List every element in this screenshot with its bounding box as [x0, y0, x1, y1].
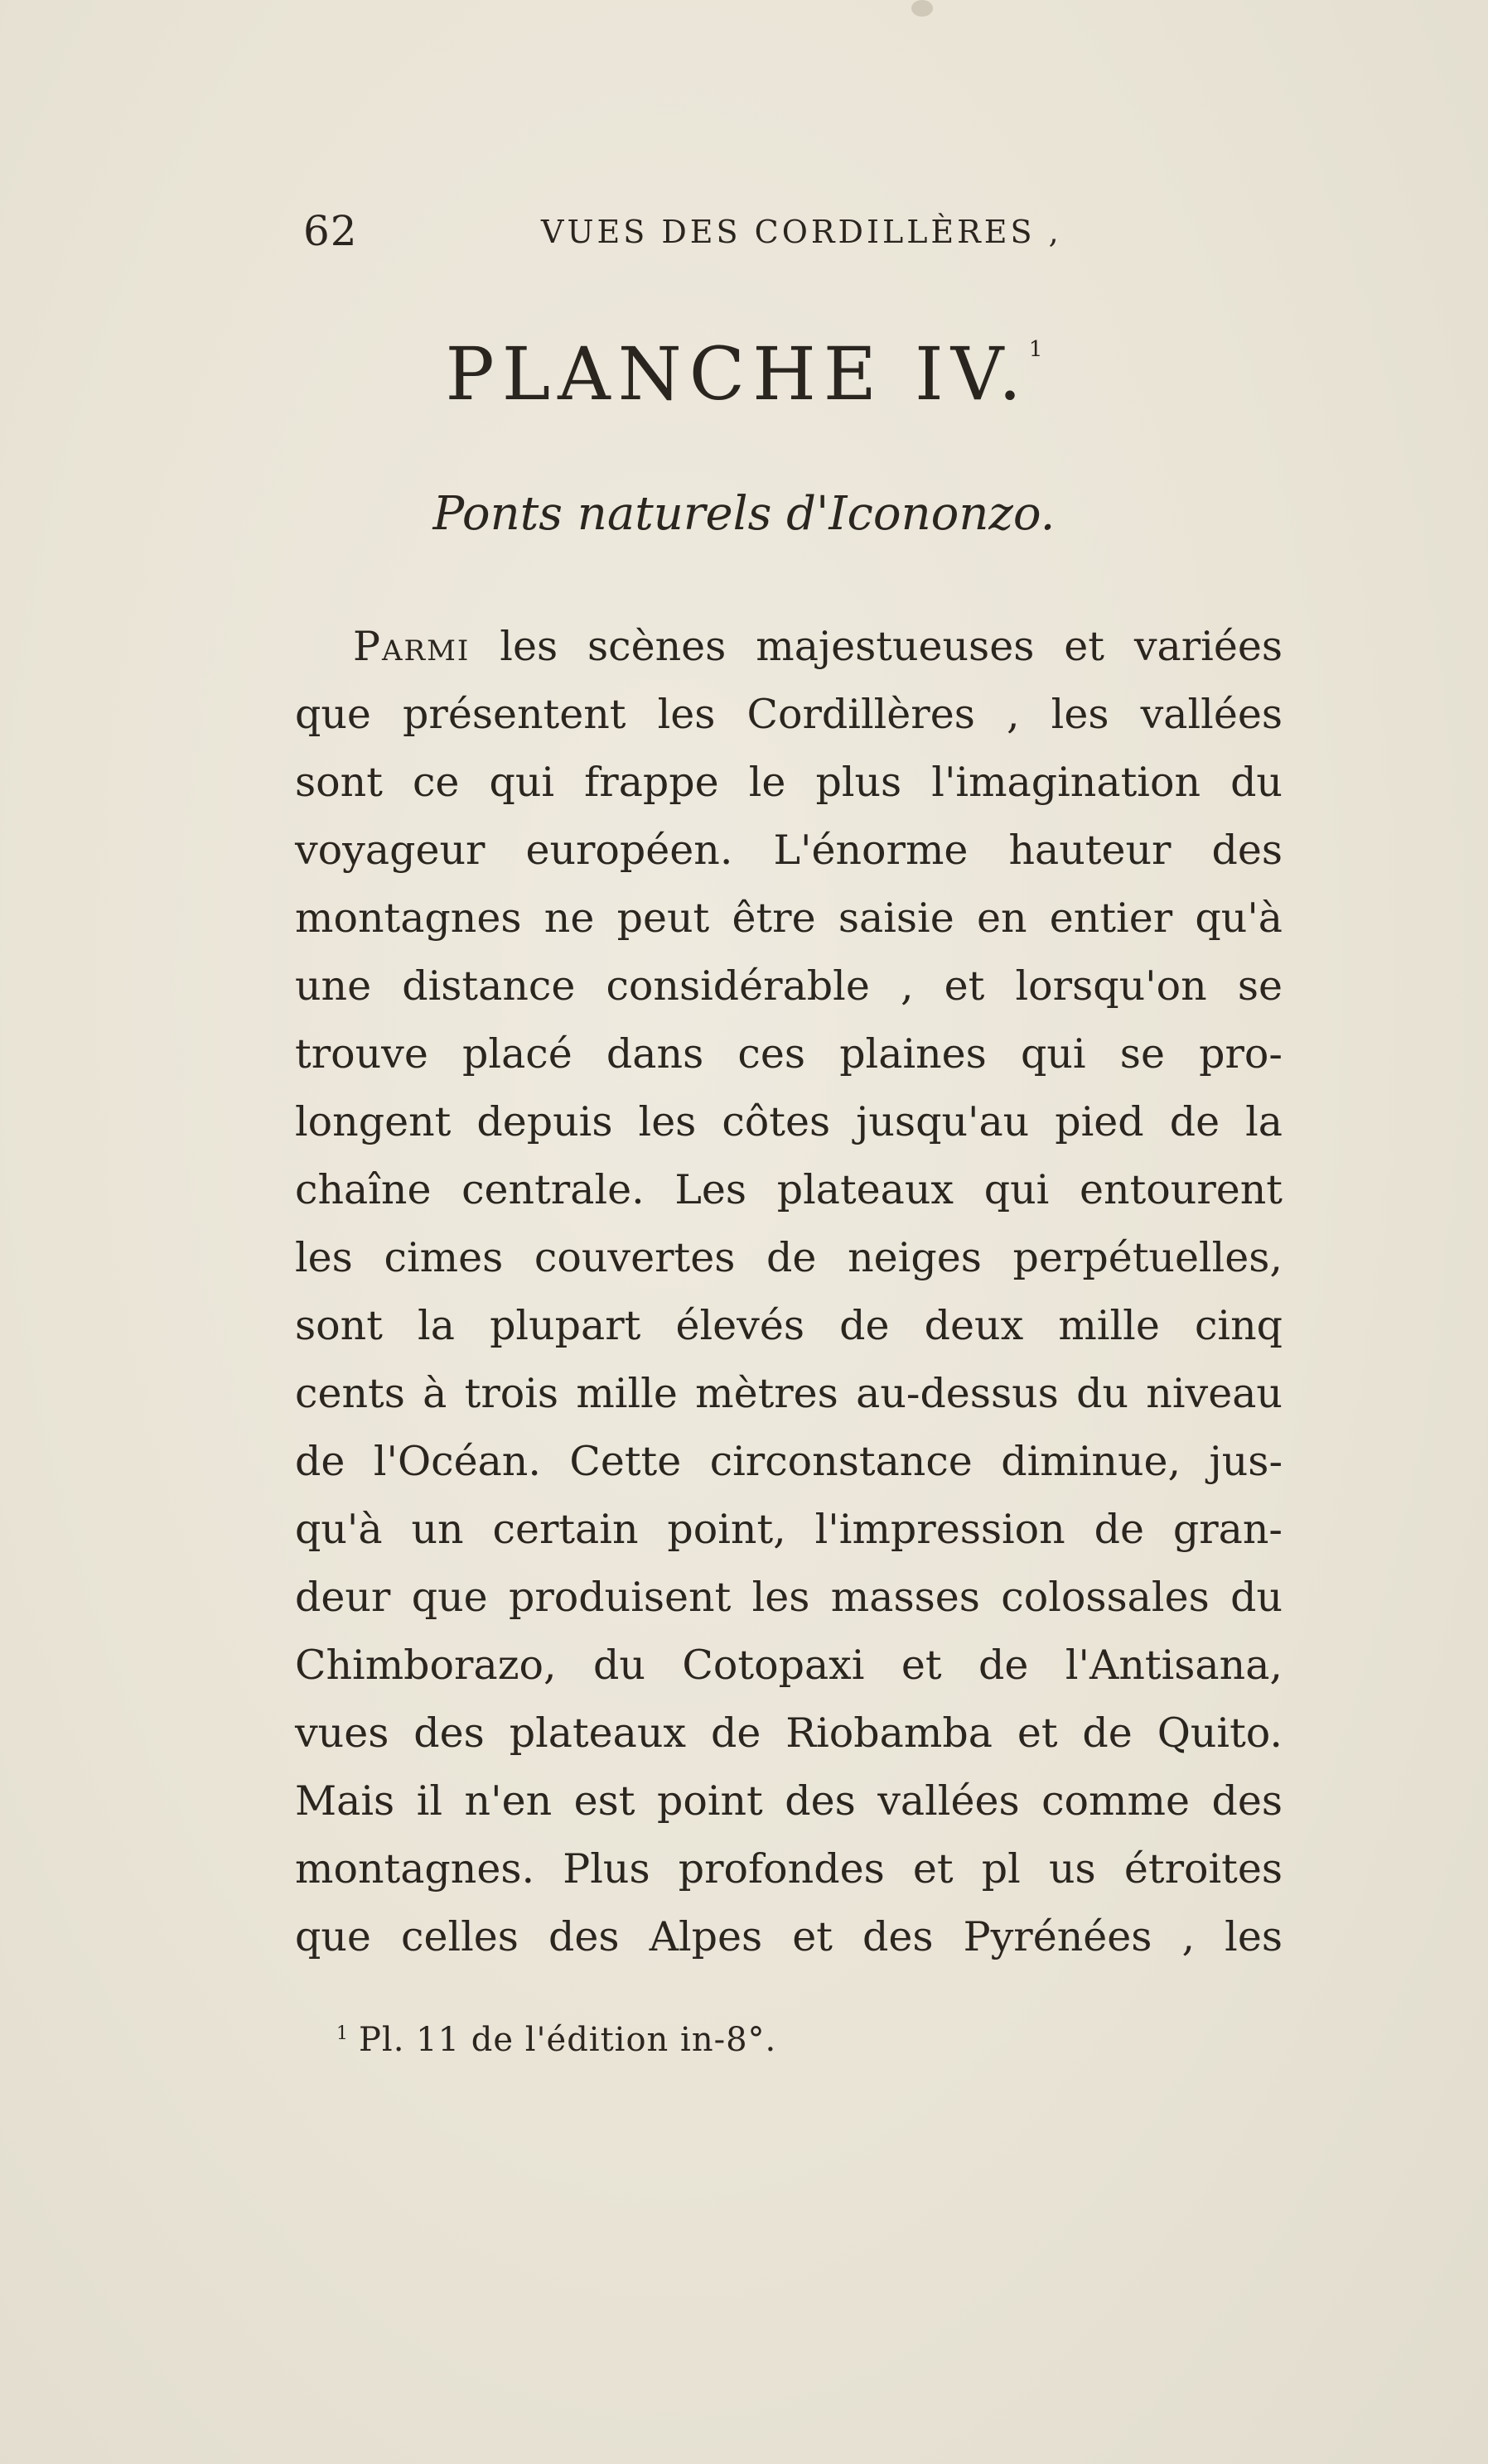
- text-line: cents à trois mille mètres au-dessus du niveau: [295, 1370, 1283, 1417]
- text-line: deur que produisent les masses colossales du: [295, 1574, 1283, 1621]
- running-head: [295, 207, 1123, 257]
- text-line: sont ce qui frappe le plus l'imagination du: [295, 759, 1283, 806]
- running-title: VUES DES CORDILLÈRES ,: [541, 214, 1062, 250]
- text-line: que celles des Alpes et des Pyrénées , les: [295, 1913, 1283, 1960]
- text-line: une distance considérable , et lorsqu'on se: [295, 962, 1283, 1010]
- text-line: vues des plateaux de Riobamba et de Quito.: [295, 1709, 1283, 1757]
- plate-subtitle: Ponts naturels d'Icononzo.: [432, 487, 1056, 541]
- first-word: Parmi: [353, 623, 471, 670]
- text-line: sont la plupart élevés de deux mille cinq: [295, 1302, 1283, 1349]
- text-line: les cimes couvertes de neiges perpétuelles,: [295, 1234, 1283, 1281]
- plate-heading-text: PLANCHE IV.: [445, 331, 1029, 417]
- text-line: longent depuis les côtes jusqu'au pied de la: [295, 1098, 1283, 1145]
- text-line: que présentent les Cordillères , les vallées: [295, 691, 1283, 738]
- footnote: [336, 2021, 776, 2059]
- text-line: trouve placé dans ces plaines qui se pro-: [295, 1030, 1283, 1078]
- body-text: [295, 613, 1283, 1971]
- text-line: montagnes. Plus profondes et pl us étroites: [295, 1845, 1283, 1893]
- paper-speck: [911, 0, 933, 17]
- text-line-content: les scènes majestueuses et variées: [500, 623, 1283, 670]
- text-line: chaîne centrale. Les plateaux qui entourent: [295, 1166, 1283, 1213]
- text-line: voyageur européen. L'énorme hauteur des: [295, 827, 1283, 874]
- text-line: Chimborazo, du Cotopaxi et de l'Antisana,: [295, 1642, 1283, 1689]
- page-number: 62: [303, 207, 358, 255]
- plate-footnote-marker: 1: [1028, 337, 1043, 362]
- text-line: [295, 613, 1283, 681]
- footnote-text: Pl. 11 de l'édition in-8°.: [359, 2021, 777, 2059]
- footnote-marker: 1: [336, 2023, 349, 2044]
- text-line: qu'à un certain point, l'impression de gran-: [295, 1506, 1283, 1553]
- text-line: de l'Océan. Cette circonstance diminue, jus-: [295, 1438, 1283, 1485]
- text-line: Mais il n'en est point des vallées comme des: [295, 1777, 1283, 1825]
- plate-heading: [0, 331, 1488, 417]
- text-line: montagnes ne peut être saisie en entier qu'à: [295, 894, 1283, 942]
